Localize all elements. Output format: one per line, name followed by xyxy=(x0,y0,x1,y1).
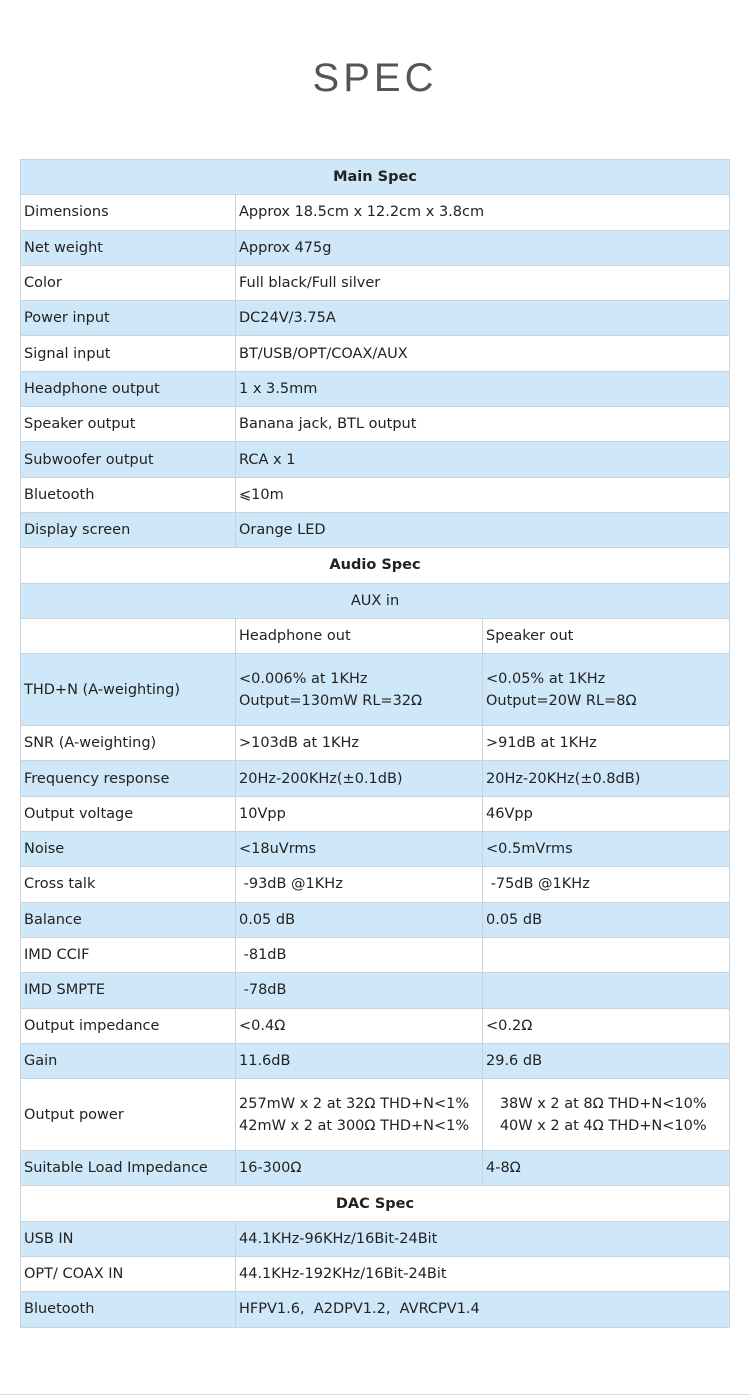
page-title: SPEC xyxy=(312,56,438,100)
spec-label: Suitable Load Impedance xyxy=(21,1151,236,1186)
headphone-value: 257mW x 2 at 32Ω THD+N<1% 42mW x 2 at 300Ω THD+N<1% xyxy=(236,1079,483,1151)
table-row xyxy=(21,1043,730,1078)
spec-label: Dimensions xyxy=(21,195,236,230)
spec-value: ⩽10m xyxy=(236,477,730,512)
spec-value: 1 x 3.5mm xyxy=(236,371,730,406)
section-header-row xyxy=(21,583,730,618)
table-row xyxy=(21,230,730,265)
table-row xyxy=(21,442,730,477)
headphone-value: -78dB xyxy=(236,973,483,1008)
table-row xyxy=(21,937,730,972)
spec-label: Signal input xyxy=(21,336,236,371)
spec-label: Subwoofer output xyxy=(21,442,236,477)
spec-label: THD+N (A-weighting) xyxy=(21,654,236,726)
spec-label: Frequency response xyxy=(21,761,236,796)
section-header-row xyxy=(21,1186,730,1221)
spec-label: Cross talk xyxy=(21,867,236,902)
table-row xyxy=(21,726,730,761)
table-row xyxy=(21,1292,730,1327)
headphone-value: 20Hz-200KHz(±0.1dB) xyxy=(236,761,483,796)
spec-value: HFPV1.6, A2DPV1.2, AVRCPV1.4 xyxy=(236,1292,730,1327)
spec-value: Full black/Full silver xyxy=(236,265,730,300)
table-row xyxy=(21,265,730,300)
table-row xyxy=(21,867,730,902)
table-row xyxy=(21,301,730,336)
headphone-value: <0.4Ω xyxy=(236,1008,483,1043)
spec-label: Color xyxy=(21,265,236,300)
spec-label: Output power xyxy=(21,1079,236,1151)
table-row xyxy=(21,371,730,406)
table-row xyxy=(21,973,730,1008)
headphone-value: <0.006% at 1KHz Output=130mW RL=32Ω xyxy=(236,654,483,726)
speaker-value: 20Hz-20KHz(±0.8dB) xyxy=(483,761,730,796)
table-row xyxy=(21,1008,730,1043)
headphone-value: -81dB xyxy=(236,937,483,972)
spec-label: IMD CCIF xyxy=(21,937,236,972)
spec-value: BT/USB/OPT/COAX/AUX xyxy=(236,336,730,371)
spec-label: Power input xyxy=(21,301,236,336)
spec-label: OPT/ COAX IN xyxy=(21,1257,236,1292)
spec-label: USB IN xyxy=(21,1221,236,1256)
spec-value: Approx 18.5cm x 12.2cm x 3.8cm xyxy=(236,195,730,230)
table-row xyxy=(21,796,730,831)
speaker-value: 4-8Ω xyxy=(483,1151,730,1186)
spec-label: Bluetooth xyxy=(21,1292,236,1327)
speaker-value: -75dB @1KHz xyxy=(483,867,730,902)
spec-label: Display screen xyxy=(21,512,236,547)
spec-value: RCA x 1 xyxy=(236,442,730,477)
speaker-value xyxy=(483,973,730,1008)
spec-label: Output impedance xyxy=(21,1008,236,1043)
table-row xyxy=(21,654,730,726)
spec-table xyxy=(20,159,730,1328)
spec-label xyxy=(21,618,236,653)
speaker-value: 0.05 dB xyxy=(483,902,730,937)
table-row xyxy=(21,512,730,547)
headphone-value: 16-300Ω xyxy=(236,1151,483,1186)
speaker-value: <0.2Ω xyxy=(483,1008,730,1043)
speaker-value: <0.5mVrms xyxy=(483,832,730,867)
table-row xyxy=(21,761,730,796)
spec-label: Speaker output xyxy=(21,407,236,442)
spec-value: Approx 475g xyxy=(236,230,730,265)
table-row xyxy=(21,832,730,867)
spec-value: 44.1KHz-96KHz/16Bit-24Bit xyxy=(236,1221,730,1256)
table-row xyxy=(21,1079,730,1151)
spec-label: Noise xyxy=(21,832,236,867)
table-row xyxy=(21,336,730,371)
speaker-value xyxy=(483,937,730,972)
spec-value: Banana jack, BTL output xyxy=(236,407,730,442)
spec-label: SNR (A-weighting) xyxy=(21,726,236,761)
spec-label: Balance xyxy=(21,902,236,937)
spec-value: 44.1KHz-192KHz/16Bit-24Bit xyxy=(236,1257,730,1292)
table-row xyxy=(21,1221,730,1256)
speaker-value: Speaker out xyxy=(483,618,730,653)
divider xyxy=(0,1394,750,1395)
speaker-value: 38W x 2 at 8Ω THD+N<10% 40W x 2 at 4Ω THD+N<10% xyxy=(483,1079,730,1151)
speaker-value: 46Vpp xyxy=(483,796,730,831)
spec-label: Gain xyxy=(21,1043,236,1078)
table-row xyxy=(21,195,730,230)
speaker-value: <0.05% at 1KHz Output=20W RL=8Ω xyxy=(483,654,730,726)
headphone-value: 10Vpp xyxy=(236,796,483,831)
section-header: Main Spec xyxy=(21,160,730,195)
headphone-value: <18uVrms xyxy=(236,832,483,867)
headphone-value: 11.6dB xyxy=(236,1043,483,1078)
spec-label: Headphone output xyxy=(21,371,236,406)
section-header: DAC Spec xyxy=(21,1186,730,1221)
table-row xyxy=(21,1257,730,1292)
table-row xyxy=(21,1151,730,1186)
section-header: AUX in xyxy=(21,583,730,618)
spec-label: Net weight xyxy=(21,230,236,265)
headphone-value: 0.05 dB xyxy=(236,902,483,937)
speaker-value: 29.6 dB xyxy=(483,1043,730,1078)
spec-value: DC24V/3.75A xyxy=(236,301,730,336)
section-header-row xyxy=(21,548,730,583)
table-row xyxy=(21,477,730,512)
speaker-value: >91dB at 1KHz xyxy=(483,726,730,761)
table-row xyxy=(21,902,730,937)
spec-value: Orange LED xyxy=(236,512,730,547)
headphone-value: -93dB @1KHz xyxy=(236,867,483,902)
spec-label: IMD SMPTE xyxy=(21,973,236,1008)
table-row xyxy=(21,407,730,442)
headphone-value: >103dB at 1KHz xyxy=(236,726,483,761)
spec-label: Output voltage xyxy=(21,796,236,831)
headphone-value: Headphone out xyxy=(236,618,483,653)
spec-label: Bluetooth xyxy=(21,477,236,512)
section-header: Audio Spec xyxy=(21,548,730,583)
section-header-row xyxy=(21,160,730,195)
table-row xyxy=(21,618,730,653)
